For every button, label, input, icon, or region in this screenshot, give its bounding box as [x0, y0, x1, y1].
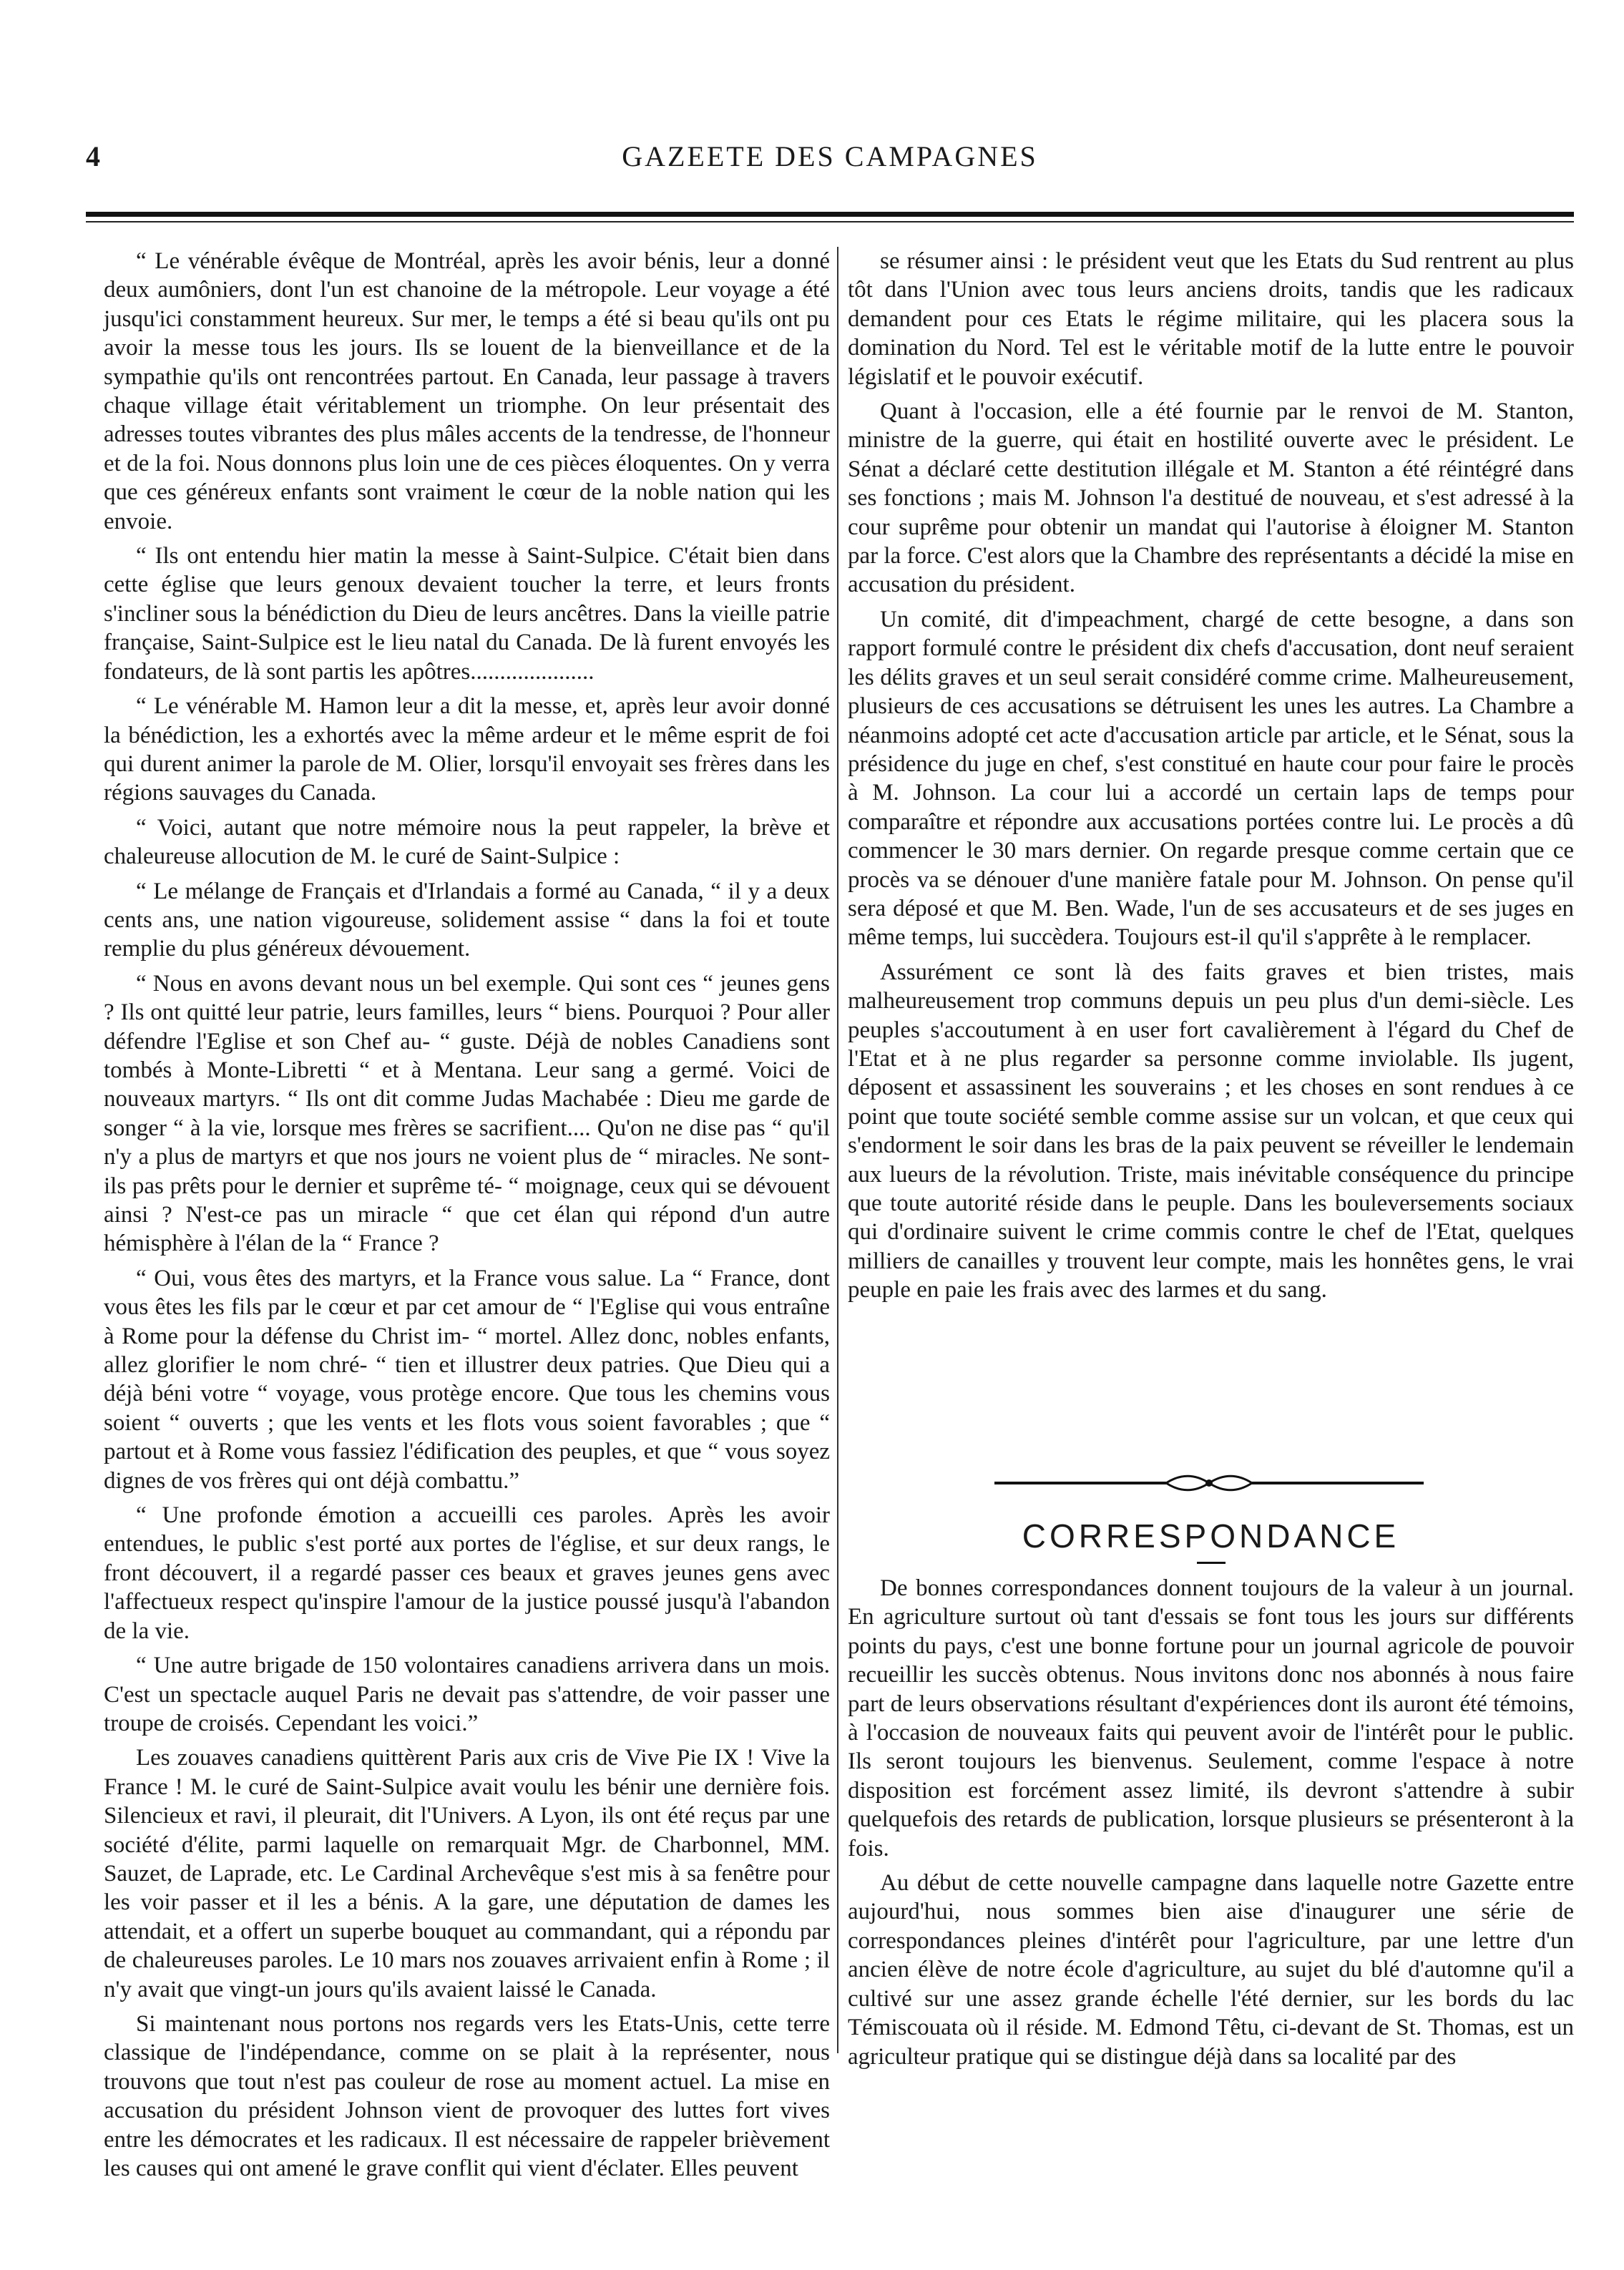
- section-ornament: [994, 1472, 1424, 1494]
- paragraph: De bonnes correspondances donnent toujours de la valeur à un journal. En agriculture surtout où tant d'essais se font tous les jours sur différents points du pays, c'est une bonne fortune pour un journal agricole de pouvoir recueillir les succès obtenus. Nous invitons donc nos abonnés à nous faire part de leurs observations résultant d'expériences dont ils auront été témoins, à l'occasion de nouveaux faits qui peuvent avoir de l'intérêt pour le public. Ils seront toujours les bienvenus. Seulement, comme l'espace à notre disposition est forcément assez limité, ils devront s'attendre à subir quelquefois des retards de publication, lorsque plusieurs se présenteront à la fois.: [848, 1575, 1574, 1862]
- title-dash: [1197, 1562, 1226, 1564]
- section-title: CORRESPONDANCE: [1022, 1517, 1400, 1555]
- paragraph: Si maintenant nous portons nos regards vers les Etats-Unis, cette terre classique de l'indépendance, comme on se plait à la représenter, nous trouvons que tout n'est pas couleur de rose au moment actuel. La mise en accusation du président Johnson vient de provoquer des luttes fort vives entre les démocrates et les radicaux. Il est nécessaire de rappeler brièvement les causes qui ont amené le grave conflit qui vient d'éclater. Elles peuvent: [104, 2010, 830, 2181]
- paragraph: “ Ils ont entendu hier matin la messe à Saint-Sulpice. C'était bien dans cette église que leurs genoux devaient toucher la terre, et leurs fronts s'incliner sous la bénédiction du Dieu de leurs ancêtres. Dans la vieille patrie française, Saint-Sulpice est le lieu natal du Canada. De là furent envoyés les fondateurs, de là sont partis les apôtres.....................: [104, 543, 830, 685]
- paragraph: “ Oui, vous êtes des martyrs, et la France vous salue. La “ France, dont vous êtes les fils par le cœur et par cet amour de “ l'Eglise qui vous entraîne à Rome pour la défense du Christ im- “ mortel. Allez donc, nobles enfants, allez glorifier le nom chré- “ tien et illustrer deux patries. Que Dieu qui a déjà béni votre “ voyage, vous protège encore. Que tous les chemins vous soient “ ouverts ; que les vents et les flots vous soient favorables ; que “ partout et à Rome vous fassiez l'édification des peuples, et que “ vous soyez dignes de vos frères qui ont déjà combattu.”: [104, 1265, 830, 1494]
- paragraph: “ Une profonde émotion a accueilli ces paroles. Après les avoir entendues, le public s'est porté aux portes de l'église, et sur deux rangs, le front découvert, il a regardé passer ces beaux et graves jeunes gens avec l'affectueux respect qu'inspire l'amour de la justice poussé jusqu'à l'abandon de la vie.: [104, 1502, 830, 1644]
- header-rule-thick: [86, 212, 1574, 217]
- paragraph: “ Une autre brigade de 150 volontaires canadiens arrivera dans un mois. C'est un spectacle auquel Paris ne devait pas s'attendre, de voir passer une troupe de croisés. Cependant les voici.”: [104, 1653, 830, 1736]
- paragraph: Au début de cette nouvelle campagne dans laquelle notre Gazette entre aujourd'hui, nous sommes bien aise d'inaugurer une série de correspondances pleines d'intérêt pour l'agriculture, par une lettre d'un ancien élève de notre école d'agriculture, au sujet du blé d'automne qu'il a cultivé sur une assez grande échelle l'été dernier, sur les bords du lac Témiscouata où il réside. M. Edmond Têtu, ci-devant de St. Thomas, est un agriculteur pratique qui se distingue déjà dans sa localité par des: [848, 1870, 1574, 2070]
- left-column: [104, 247, 830, 2183]
- running-title: GAZEETE DES CAMPAGNES: [622, 140, 1038, 172]
- paragraph: “ Voici, autant que notre mémoire nous la peut rappeler, la brève et chaleureuse allocution de M. le curé de Saint-Sulpice :: [104, 814, 830, 870]
- column-separator: [837, 247, 838, 2053]
- right-column: [848, 247, 1574, 1305]
- page-number: 4: [86, 140, 100, 172]
- paragraph: “ Nous en avons devant nous un bel exemple. Qui sont ces “ jeunes gens ? Ils ont quitté leur patrie, leurs familles, leurs “ biens. Pourquoi ? Pour aller défendre l'Eglise et son Chef au- “ guste. Déjà de nobles Canadiens sont tombés à Monte-Libretti “ et à Mentana. Leur sang a germé. Voici de nouveaux martyrs. “ Ils ont dit comme Judas Machabée : Dieu me garde de songer “ à la vie, lorsque mes frères se sacrifient.... Qu'on ne dise pas “ qu'il n'y a plus de martyrs et que nos jours ne voient plus de “ miracles. Ne sont-ils pas prêts pour le dernier et suprême té- “ moignage, ceux qui se dévouent ainsi ? N'est-ce pas un miracle “ que cet élan qui répond d'un autre hémisphère à l'élan de la “ France ?: [104, 970, 830, 1257]
- paragraph: Les zouaves canadiens quittèrent Paris aux cris de Vive Pie IX ! Vive la France ! M. le curé de Saint-Sulpice avait voulu les bénir une dernière fois. Silencieux et ravi, il pleurait, dit l'Univers. A Lyon, ils ont été reçus par une société d'élite, parmi laquelle on remarquait Mgr. de Charbonnel, MM. Sauzet, de Laprade, etc. Le Cardinal Archevêque s'est mis à sa fenêtre pour les voir passer et il les a bénis. A la gare, une députation de dames les attendait, et a offert un superbe bouquet au commandant, qui a répondu par de chaleureuses paroles. Le 10 mars nos zouaves arrivaient enfin à Rome ; il n'y avait que vingt-un jours qu'ils avaient laissé le Canada.: [104, 1745, 830, 2002]
- paragraph: “ Le vénérable évêque de Montréal, après les avoir bénis, leur a donné deux aumôniers, dont l'un est chanoine de la métropole. Leur voyage a été jusqu'ici constamment heureux. Sur mer, le temps a été si beau qu'ils ont pu avoir la messe tous les jours. Ils se louent de la bienveillance et de la sympathie qu'ils ont rencontrées partout. En Canada, leur passage à travers chaque village était véritablement un triomphe. On leur présentait des adresses toutes vibrantes des plus mâles accents de la tendresse, de l'honneur et de la foi. Nous donnons plus loin une de ces pièces éloquentes. On y verra que ces généreux enfants sont vraiment le cœur de la noble nation qui les envoie.: [104, 248, 830, 534]
- header-rule-thin: [86, 221, 1574, 222]
- paragraph: Assurément ce sont là des faits graves et bien tristes, mais malheureusement trop communs depuis un peu plus d'un demi-siècle. Les peuples s'accoutument à en user fort cavalièrement à l'égard du Chef de l'Etat et à ne plus regarder sa personne comme inviolable. Ils jugent, déposent et assassinent les souverains ; et les choses en sont rendues à ce point que toute société semble comme assise sur un volcan, et que ceux qui s'endorment le soir dans les bras de la paix peuvent se réveiller le lendemain aux lueurs de la révolution. Triste, mais inévitable conséquence du principe que toute autorité réside dans le peuple. Dans les bouleversements sociaux qui d'ordinaire suivent le crime commis contre le chef de l'Etat, quelques milliers de canailles y trouvent leur compte, mais les honnêtes gens, le vrai peuple en paie les frais avec des larmes et du sang.: [848, 959, 1574, 1303]
- paragraph: se résumer ainsi : le président veut que les Etats du Sud rentrent au plus tôt dans l'Union avec tous leurs anciens droits, tandis que les radicaux demandent pour ces Etats le régime militaire, qui les placera sous la domination du Nord. Tel est le véritable motif de la lutte entre le pouvoir législatif et le pouvoir exécutif.: [848, 248, 1574, 390]
- paragraph: “ Le mélange de Français et d'Irlandais a formé au Canada, “ il y a deux cents ans, une nation vigoureuse, solidement assise “ dans la foi et toute remplie du plus généreux dévouement.: [104, 878, 830, 962]
- paragraph: “ Le vénérable M. Hamon leur a dit la messe, et, après leur avoir donné la bénédiction, les a exhortés avec la même ardeur et le même esprit de foi qui durent animer la parole de M. Olier, lorsqu'il envoyait ses frères dans les régions sauvages du Canada.: [104, 693, 830, 806]
- paragraph: Un comité, dit d'impeachment, chargé de cette besogne, a dans son rapport formulé contre le président dix chefs d'accusation, dont neuf seraient les délits graves et un seul serait considéré comme crime. Malheureusement, plusieurs de ces accusations se détruisent les unes les autres. La Chambre a néanmoins adopté cet acte d'accusation article par article, et le Sénat, sous la présidence du juge en chef, s'est constitué en haute cour pour faire le procès à M. Johnson. La cour lui a accordé un certain laps de temps pour comparaître et répondre aux accusations portées contre lui. Le procès a dû commencer le 30 mars dernier. On regarde presque comme certain que ce procès va se dénouer d'une manière fatale pour M. Johnson. On pense qu'il sera déposé et que M. Ben. Wade, l'un de ses accusateurs et de ses juges en même temps, lui succèdera. Toujours est-il qu'il s'apprête à le remplacer.: [848, 606, 1574, 951]
- page-header: [86, 140, 1574, 182]
- paragraph: Quant à l'occasion, elle a été fournie par le renvoi de M. Stanton, ministre de la guerre, qui était en hostilité ouverte avec le président. Le Sénat a déclaré cette destitution illégale et M. Stanton a été réintégré dans ses fonctions ; mais M. Johnson l'a destitué de nouveau, et s'est adressé à la cour suprême pour obtenir un mandat qui l'autorise à éloigner M. Stanton par la force. C'est alors que la Chambre des représentants a décidé la mise en accusation du président.: [848, 398, 1574, 598]
- correspondance-section: [848, 1574, 1574, 2071]
